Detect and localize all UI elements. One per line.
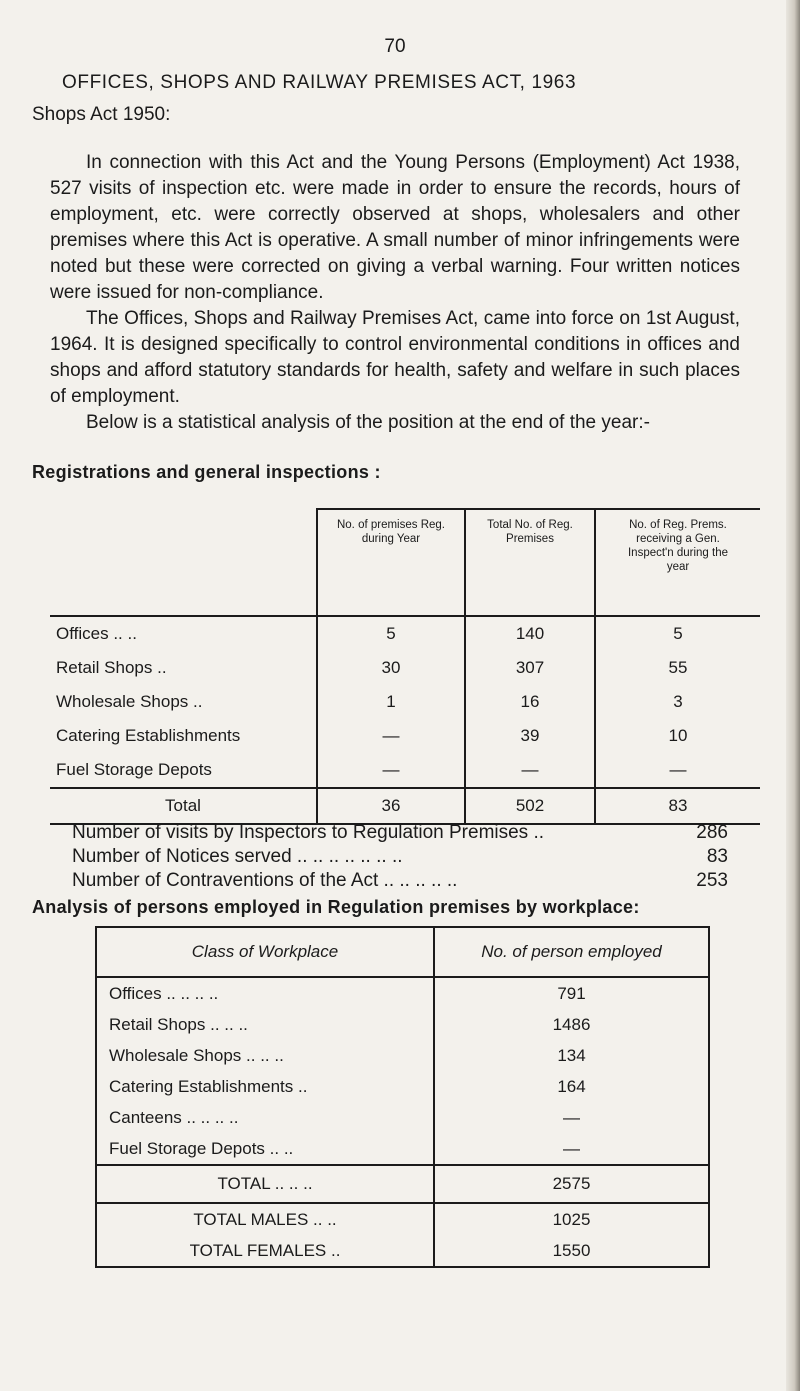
column-header-blank bbox=[50, 509, 317, 616]
registrations-table bbox=[50, 508, 760, 825]
row-label: Catering Establishments .. bbox=[96, 1071, 434, 1102]
stat-label: Number of Notices served .. .. .. .. .. .. .. bbox=[72, 846, 403, 867]
row-label: Wholesale Shops .. .. .. bbox=[96, 1040, 434, 1071]
row-value: 1486 bbox=[552, 1014, 591, 1034]
paragraph-analysis-intro: Below is a statistical analysis of the position at the end of the year:- bbox=[86, 412, 650, 433]
cell-reg: — bbox=[317, 753, 465, 788]
registrations-heading: Registrations and general inspections : bbox=[32, 462, 381, 482]
column-header-inspected: No. of Reg. Prems. receiving a Gen. Inspect'n during the year bbox=[595, 509, 760, 616]
section-subtitle: Shops Act 1950: bbox=[32, 104, 171, 125]
cell-inspected: — bbox=[595, 753, 760, 788]
table-row bbox=[96, 1102, 709, 1133]
page-edge-shadow bbox=[786, 0, 800, 1391]
row-label: Catering Establishments bbox=[56, 726, 241, 745]
cell-reg: 1 bbox=[317, 685, 465, 719]
cell-reg: 30 bbox=[317, 651, 465, 685]
stat-visits bbox=[72, 822, 728, 848]
column-header-count: No. of person employed bbox=[434, 927, 709, 977]
table-header-row bbox=[50, 509, 760, 616]
males-row bbox=[96, 1203, 709, 1235]
workplace-heading: Analysis of persons employed in Regulation premises by workplace: bbox=[32, 897, 640, 917]
total-row bbox=[96, 1165, 709, 1203]
stat-label: Number of Contraventions of the Act .. .. .. .. .. bbox=[72, 870, 458, 891]
table-row bbox=[96, 1071, 709, 1102]
page-number: 70 bbox=[384, 36, 406, 57]
paragraph-osr-act: The Offices, Shops and Railway Premises Act, came into force on 1st August, 1964. It is designed specifically to control environmental conditions in offices and shops and afford statutory standards for health, safety and welfare in such places of employment. bbox=[50, 308, 740, 407]
row-value: 134 bbox=[557, 1045, 586, 1065]
males-label: TOTAL MALES .. .. bbox=[96, 1203, 434, 1235]
cell-inspected: 5 bbox=[595, 616, 760, 651]
row-label: Offices .. .. bbox=[56, 624, 137, 643]
cell-reg: — bbox=[317, 719, 465, 753]
row-value: 164 bbox=[557, 1076, 586, 1096]
table-row bbox=[50, 651, 760, 685]
total-inspected: 83 bbox=[595, 788, 760, 824]
table-row bbox=[96, 1133, 709, 1165]
total-label: Total bbox=[50, 788, 317, 824]
table-row bbox=[50, 753, 760, 788]
table-row bbox=[96, 1009, 709, 1040]
females-label: TOTAL FEMALES .. bbox=[96, 1235, 434, 1267]
row-label: Retail Shops .. bbox=[56, 658, 167, 677]
page-title: OFFICES, SHOPS AND RAILWAY PREMISES ACT, 1963 bbox=[62, 72, 577, 93]
cell-total: 16 bbox=[465, 685, 595, 719]
row-label: Fuel Storage Depots .. .. bbox=[96, 1133, 434, 1165]
table-row bbox=[50, 685, 760, 719]
cell-inspected: 3 bbox=[595, 685, 760, 719]
cell-total: 39 bbox=[465, 719, 595, 753]
total-row bbox=[50, 788, 760, 824]
stat-notices bbox=[72, 846, 728, 872]
females-value: 1550 bbox=[552, 1240, 591, 1260]
stat-value: 83 bbox=[706, 846, 728, 867]
table-row bbox=[50, 719, 760, 753]
table-row bbox=[96, 1040, 709, 1071]
column-header-class: Class of Workplace bbox=[96, 927, 434, 977]
row-value: — bbox=[563, 1138, 580, 1158]
stat-label: Number of visits by Inspectors to Regulation Premises .. bbox=[72, 822, 545, 843]
row-label: Fuel Storage Depots bbox=[56, 760, 212, 779]
row-label: Wholesale Shops .. bbox=[56, 692, 203, 711]
row-label: Offices .. .. .. .. bbox=[96, 977, 434, 1009]
row-label: Retail Shops .. .. .. bbox=[96, 1009, 434, 1040]
stat-contraventions bbox=[72, 870, 728, 896]
cell-inspected: 55 bbox=[595, 651, 760, 685]
males-value: 1025 bbox=[552, 1209, 591, 1229]
cell-reg: 5 bbox=[317, 616, 465, 651]
total-label: TOTAL .. .. .. bbox=[96, 1165, 434, 1203]
total-total: 502 bbox=[465, 788, 595, 824]
table-row bbox=[50, 616, 760, 651]
cell-total: — bbox=[465, 753, 595, 788]
stat-value: 286 bbox=[696, 822, 728, 843]
column-header-total-reg: Total No. of Reg. Premises bbox=[465, 509, 595, 616]
cell-inspected: 10 bbox=[595, 719, 760, 753]
row-label: Canteens .. .. .. .. bbox=[96, 1102, 434, 1133]
paragraph-shops-act: In connection with this Act and the Young Persons (Employment) Act 1938, 527 visits of inspection etc. were made in order to ensure the records, hours of employment, etc. were correctly observed at shops, wholesalers and other premises where this Act is operative. A small number of minor infringements were noted but these were corrected on giving a verbal warning. Four written notices were issued for non-compliance. bbox=[50, 152, 740, 303]
cell-total: 307 bbox=[465, 651, 595, 685]
total-reg: 36 bbox=[317, 788, 465, 824]
row-value: 791 bbox=[557, 983, 586, 1003]
table-header-row bbox=[96, 927, 709, 977]
column-header-reg-during-year: No. of premises Reg. during Year bbox=[317, 509, 465, 616]
cell-total: 140 bbox=[465, 616, 595, 651]
total-value: 2575 bbox=[434, 1165, 709, 1203]
females-row bbox=[96, 1235, 709, 1267]
table-row bbox=[96, 977, 709, 1009]
row-value: — bbox=[563, 1107, 580, 1127]
workplace-table bbox=[95, 926, 710, 1268]
stat-value: 253 bbox=[696, 870, 728, 891]
